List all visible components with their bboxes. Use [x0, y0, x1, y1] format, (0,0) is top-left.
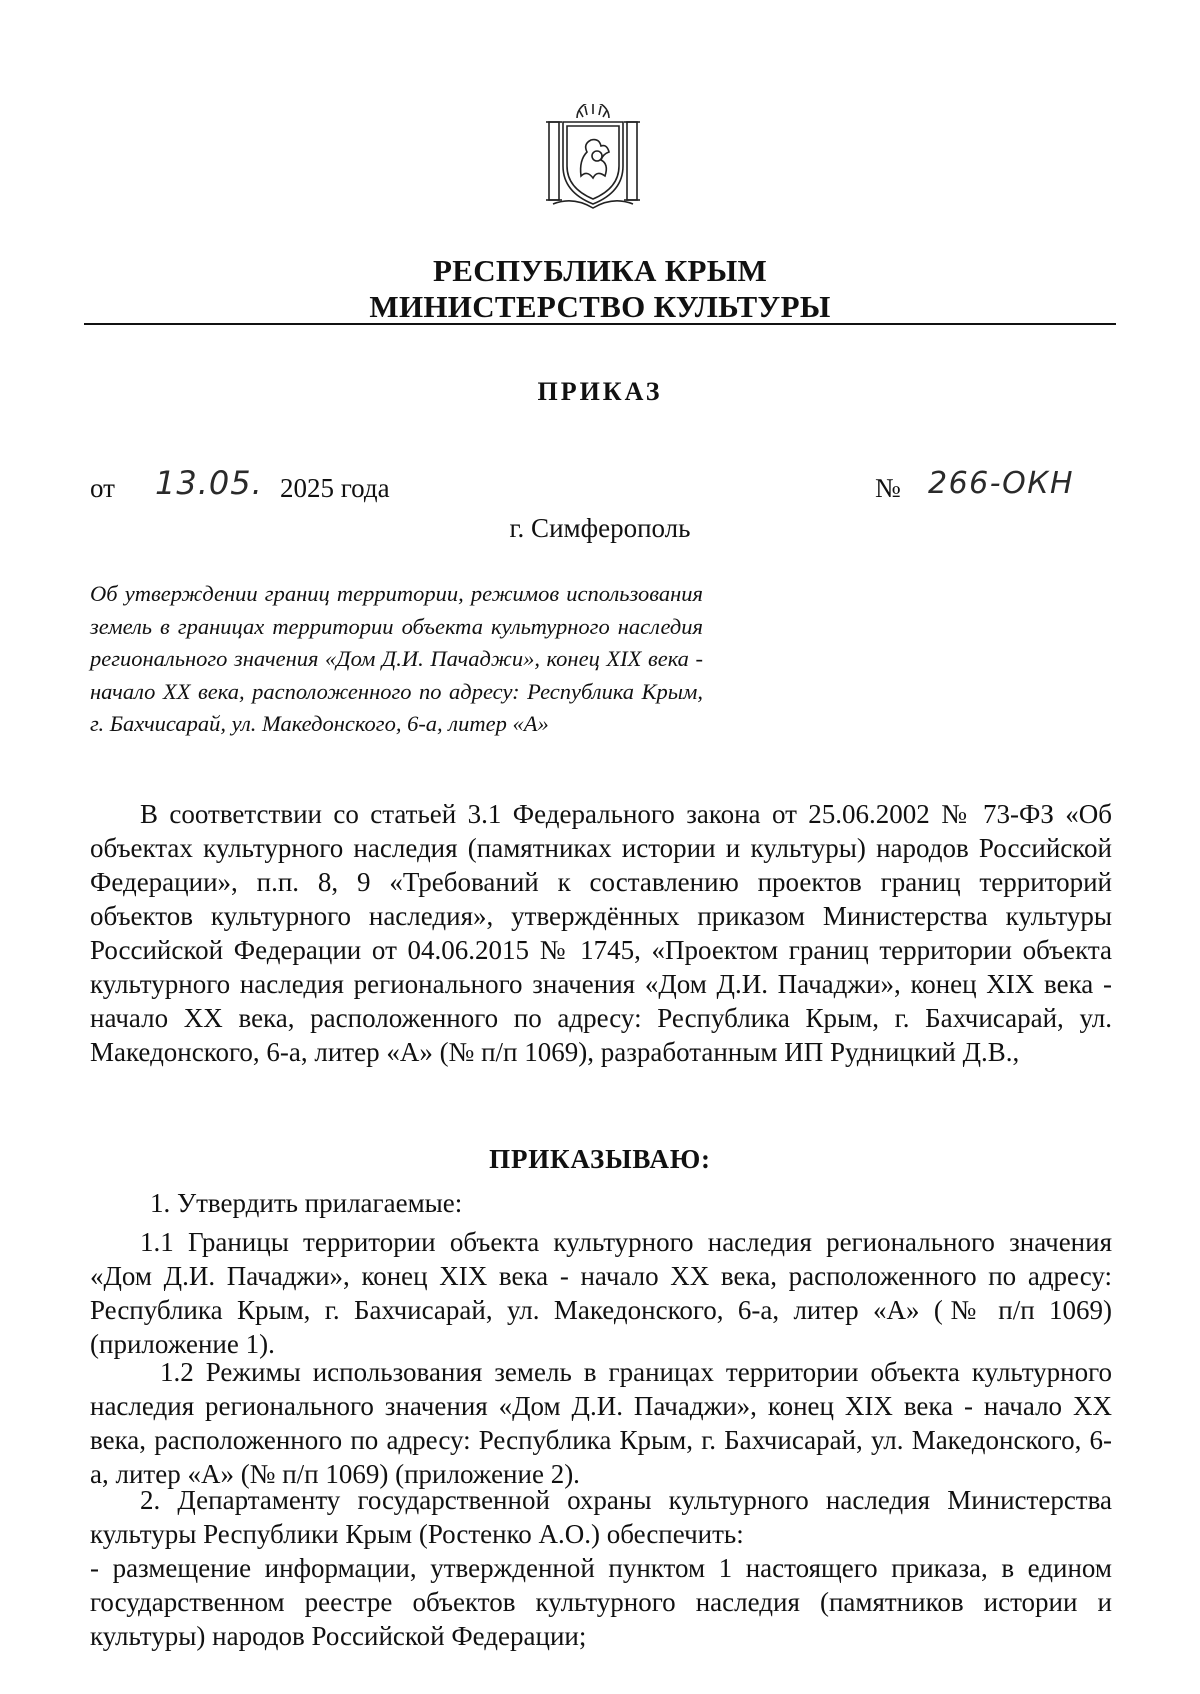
date-year: 2025 года: [280, 473, 390, 503]
crimea-coat-of-arms-icon: [543, 104, 643, 214]
preamble-paragraph: В соответствии со статьей 3.1 Федерального закона от 25.06.2002 № 73-ФЗ «Об объектах культурного наследия (памятниках истории и культуры) народов Российской Федерации», п.п. 8, 9 «Требований к составлению проектов границ территорий объектов культурного наследия», утверждённых приказом Министерства культуры Российской Федерации от 04.06.2015 № 1745, «Проектом границ территории объекта культурного наследия регионального значения «Дом Д.И. Пачаджи», конец XIX века - начало XX века, расположенного по адресу: Республика Крым, г. Бахчисарай, ул. Македонского, 6-а, литер «А» (№ п/п 1069), разработанным ИП Рудницкий Д.В.,: [90, 799, 1112, 1067]
issue-city: г. Симферополь: [509, 513, 691, 543]
org-name-line2: МИНИСТЕРСТВО КУЛЬТУРЫ: [369, 289, 831, 324]
item-1: 1. Утвердить прилагаемые:: [150, 1188, 463, 1218]
date-handwritten: 13.05.: [155, 464, 263, 502]
item-1-2: 1.2 Режимы использования земель в границах территории объекта культурного наследия регионального значения «Дом Д.И. Пачаджи», конец XIX века - начало XX века, расположенного по адресу: Республика Крым, г. Бахчисарай, ул. Македонского, 6-а, литер «А» (№ п/п 1069) (приложение 2).: [90, 1357, 1112, 1489]
item-2: 2. Департаменту государственной охраны культурного наследия Министерства культуры Республики Крым (Ростенко А.О.) обеспечить:: [90, 1485, 1112, 1549]
item-2-bullet-1: - размещение информации, утвержденной пунктом 1 настоящего приказа, в едином государственном реестре объектов культурного наследия (памятников истории и культуры) народов Российской Федерации;: [90, 1553, 1112, 1651]
order-number-handwritten: 266-ОКН: [928, 466, 1075, 501]
item-1-1: 1.1 Границы территории объекта культурного наследия регионального значения «Дом Д.И. Пачаджи», конец XIX века - начало XX века, расположенного по адресу: Республика Крым, г. Бахчисарай, ул. Македонского, 6-а, литер «А» (№ п/п 1069) (приложение 1).: [90, 1227, 1112, 1359]
date-prefix: от: [90, 473, 115, 503]
order-subject: Об утверждении границ территории, режимов использования земель в границах территории объекта культурного наследия регионального значения «Дом Д.И. Пачаджи», конец XIX века - начало XX века, расположенного по адресу: Республика Крым, г. Бахчисарай, ул. Македонского, 6-а, литер «А»: [90, 581, 703, 736]
org-name-line1: РЕСПУБЛИКА КРЫМ: [432, 253, 768, 288]
header-divider: [84, 323, 1116, 325]
document-title: ПРИКАЗ: [537, 377, 663, 406]
directive-heading: ПРИКАЗЫВАЮ:: [489, 1144, 711, 1174]
order-number-sign: №: [875, 473, 901, 503]
